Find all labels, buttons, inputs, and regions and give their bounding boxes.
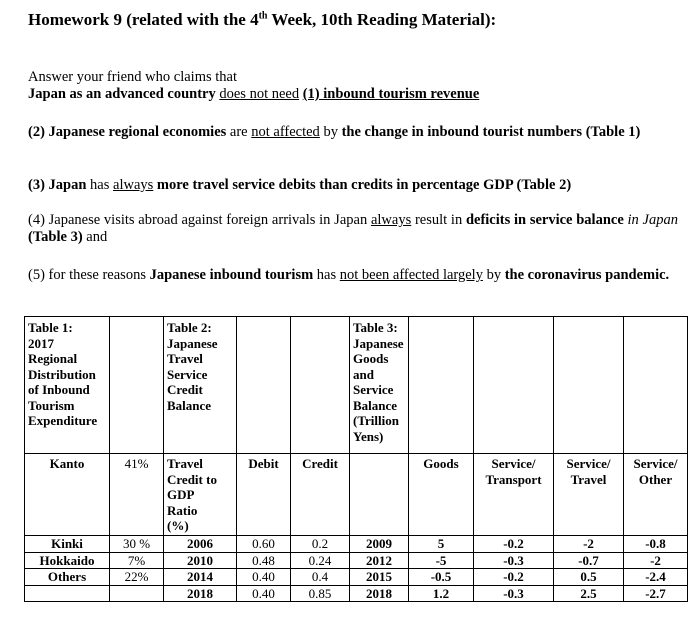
goods-cell: 5 [409,536,474,553]
goods-cell: -0.5 [409,569,474,586]
debit-cell: 0.40 [237,569,291,586]
intro-paragraph [28,69,678,103]
balance-year-cell: 2018 [350,585,409,602]
point-2-paragraph: (2) Japanese regional economies are not affected by the change in inbound tourist numbers (Table 1) [28,124,641,140]
table3-title-cell: Table 3: Japanese Goods and Service Balance (Trillion Yens) [350,317,409,454]
balance-year-cell: 2015 [350,569,409,586]
goods-cell: 1.2 [409,585,474,602]
travel-cell: -0.7 [554,552,624,569]
travel-cell: -2 [554,536,624,553]
transport-cell: -0.3 [474,552,554,569]
table-row [25,569,688,586]
region-percent-cell: 7% [110,552,164,569]
year-cell: 2018 [164,585,237,602]
other-cell: -2 [624,552,688,569]
service-travel-header: Service/ Travel [554,454,624,536]
credit-cell: 0.4 [291,569,350,586]
region-cell: Kinki [25,536,110,553]
other-cell: -2.4 [624,569,688,586]
region-cell: Others [25,569,110,586]
debit-cell: 0.60 [237,536,291,553]
page-title: Homework 9 (related with the 4th Week, 10th Reading Material): [28,10,497,29]
intro-line-2: Japan as an advanced country does not need (1) inbound tourism revenue [28,86,480,102]
region-cell [25,585,110,602]
table-header-row [25,454,688,536]
point-4-paragraph: (4) Japanese visits abroad against foreign arrivals in Japan always result in deficits in service balance in Japan (Table 3) and [28,212,678,245]
debit-cell: 0.48 [237,552,291,569]
transport-cell: -0.2 [474,569,554,586]
credit-cell: 0.2 [291,536,350,553]
credit-cell: 0.24 [291,552,350,569]
point-5-paragraph: (5) for these reasons Japanese inbound tourism has not been affected largely by the coronavirus pandemic. [28,267,670,283]
region-percent-cell: 30 % [110,536,164,553]
balance-year-cell: 2012 [350,552,409,569]
intro-line-1: Answer your friend who claims that [28,69,237,85]
service-other-header: Service/ Other [624,454,688,536]
point-3-paragraph: (3) Japan has always more travel service debits than credits in percentage GDP (Table 2) [28,177,572,193]
table2-title-cell: Table 2: Japanese Travel Service Credit Balance [164,317,237,454]
goods-header: Goods [409,454,474,536]
ratio-header: Travel Credit to GDP Ratio (%) [164,454,237,536]
table1-title-cell: Table 1: 2017 Regional Distribution of Inbound Tourism Expenditure [25,317,110,454]
kanto-label: Kanto [25,454,110,536]
table-row [25,536,688,553]
region-cell: Hokkaido [25,552,110,569]
region-percent-cell: 22% [110,569,164,586]
credit-header: Credit [291,454,350,536]
table-row [25,552,688,569]
year-cell: 2006 [164,536,237,553]
transport-cell: -0.3 [474,585,554,602]
debit-cell: 0.40 [237,585,291,602]
table-title-row [25,317,688,454]
balance-year-cell: 2009 [350,536,409,553]
credit-cell: 0.85 [291,585,350,602]
other-cell: -0.8 [624,536,688,553]
travel-cell: 0.5 [554,569,624,586]
goods-cell: -5 [409,552,474,569]
kanto-percent: 41% [110,454,164,536]
travel-cell: 2.5 [554,585,624,602]
other-cell: -2.7 [624,585,688,602]
region-percent-cell [110,585,164,602]
service-transport-header: Service/ Transport [474,454,554,536]
data-table [24,316,688,602]
transport-cell: -0.2 [474,536,554,553]
table-row [25,585,688,602]
debit-header: Debit [237,454,291,536]
year-cell: 2010 [164,552,237,569]
year-cell: 2014 [164,569,237,586]
